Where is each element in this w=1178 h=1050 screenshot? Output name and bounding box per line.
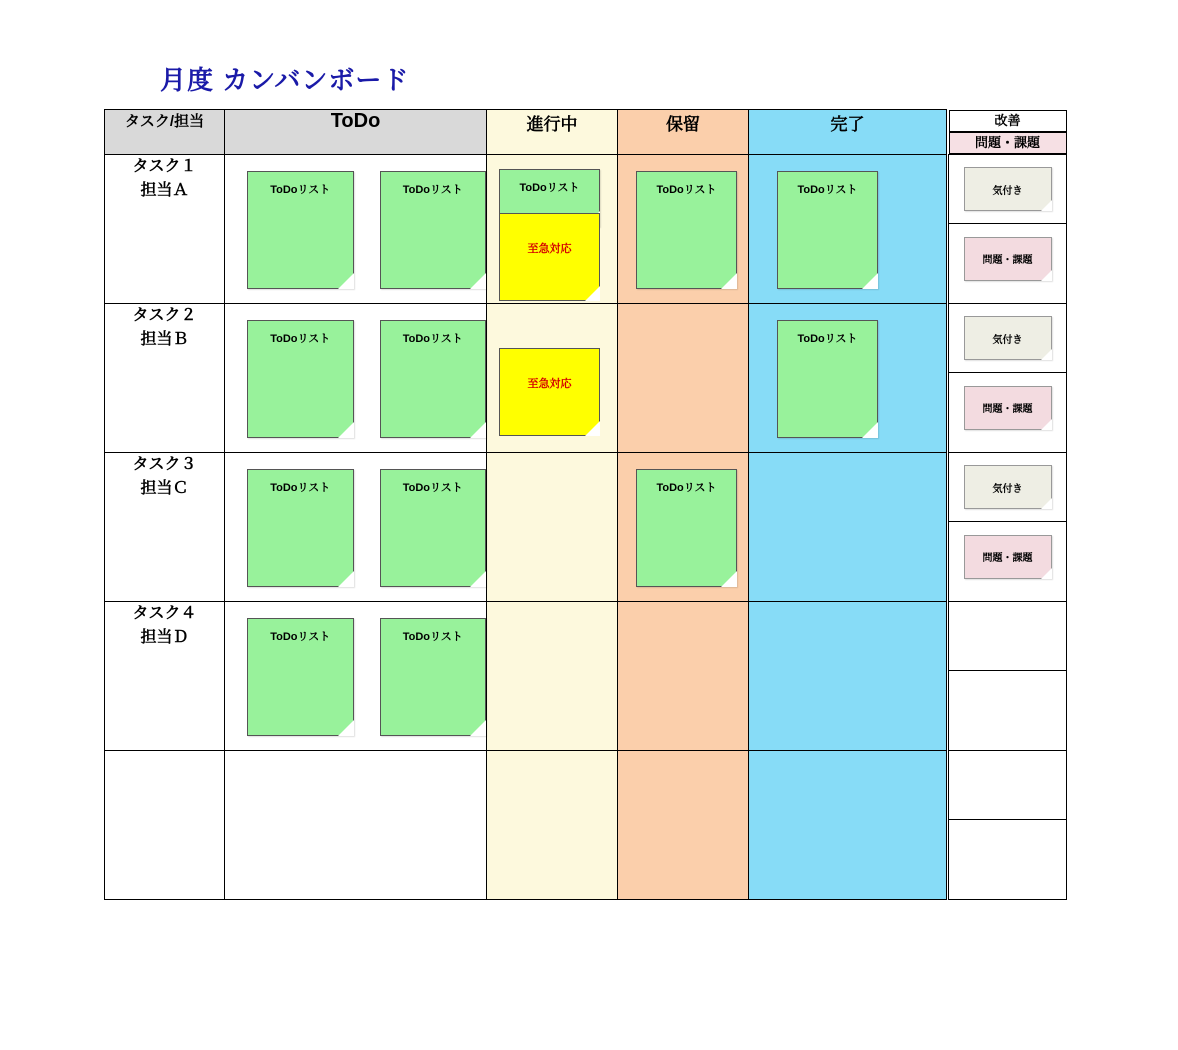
page-title: 月度 カンバンボード (160, 65, 410, 95)
row-label-3 (105, 453, 225, 602)
cell-progress-4[interactable] (487, 602, 618, 751)
sticky-note-todo[interactable]: ToDoリスト (247, 171, 354, 289)
row-label-owner: 担当Ｂ (140, 331, 189, 348)
sticky-note-mondai[interactable]: 問題・課題 (964, 237, 1052, 281)
column-header-todo: ToDo (225, 110, 487, 155)
row-label-task: タスク３ (132, 456, 197, 473)
sticky-note-hold[interactable]: ToDoリスト (636, 171, 737, 289)
sticky-note-done[interactable]: ToDoリスト (777, 320, 878, 438)
table-row (105, 304, 1067, 453)
cell-hold-5[interactable] (618, 751, 749, 900)
table-row (105, 751, 1067, 900)
row-label-task: タスク１ (132, 158, 197, 175)
row-label-owner: 担当Ｃ (140, 480, 189, 497)
sticky-note-todo[interactable]: ToDoリスト (247, 618, 354, 736)
sticky-note-todo[interactable]: ToDoリスト (247, 320, 354, 438)
row-label-owner: 担当Ａ (140, 182, 189, 199)
cell-kaizen-4[interactable] (949, 602, 1067, 751)
kaizen-slot-kizuki[interactable] (949, 304, 1066, 373)
row-label-task: タスク２ (132, 307, 197, 324)
cell-kaizen-5[interactable] (949, 751, 1067, 900)
cell-kaizen-2[interactable] (949, 304, 1067, 453)
kanban-board (104, 60, 1066, 900)
cell-hold-2[interactable] (618, 304, 749, 453)
table-row (105, 453, 1067, 602)
cell-kaizen-3[interactable] (949, 453, 1067, 602)
kaizen-slot-mondai[interactable] (949, 373, 1066, 442)
cell-done-3[interactable] (749, 453, 947, 602)
sticky-note-todo[interactable]: ToDoリスト (247, 469, 354, 587)
sticky-note-mondai[interactable]: 問題・課題 (964, 535, 1052, 579)
column-header-done: 完了 (749, 110, 947, 155)
cell-done-2[interactable] (749, 304, 947, 453)
sticky-note-kizuki[interactable]: 気付き (964, 167, 1052, 211)
cell-done-1[interactable] (749, 155, 947, 304)
cell-hold-4[interactable] (618, 602, 749, 751)
kaizen-slot-empty[interactable] (949, 602, 1066, 671)
cell-todo-1[interactable] (225, 155, 487, 304)
kaizen-slot-empty[interactable] (949, 751, 1066, 820)
sticky-note-done[interactable]: ToDoリスト (777, 171, 878, 289)
sticky-note-urgent[interactable]: 至急対応 (499, 213, 600, 301)
cell-progress-5[interactable] (487, 751, 618, 900)
column-header-progress: 進行中 (487, 110, 618, 155)
sticky-note-kizuki[interactable]: 気付き (964, 465, 1052, 509)
kaizen-slot-kizuki[interactable] (949, 155, 1066, 224)
row-label-owner: 担当Ｄ (140, 629, 189, 646)
cell-progress-1[interactable] (487, 155, 618, 304)
cell-progress-3[interactable] (487, 453, 618, 602)
column-header-kaizen-group (949, 110, 1067, 155)
cell-todo-4[interactable] (225, 602, 487, 751)
row-label-2 (105, 304, 225, 453)
row-label-task: タスク４ (132, 605, 197, 622)
cell-todo-5[interactable] (225, 751, 487, 900)
table-row (105, 155, 1067, 304)
sticky-note-todo[interactable]: ToDoリスト (380, 171, 487, 289)
kaizen-slot-empty[interactable] (949, 820, 1066, 889)
header-row (105, 110, 1067, 155)
cell-kaizen-1[interactable] (949, 155, 1067, 304)
kaizen-slot-kizuki[interactable] (949, 453, 1066, 522)
table-row (105, 602, 1067, 751)
cell-done-5[interactable] (749, 751, 947, 900)
cell-progress-2[interactable] (487, 304, 618, 453)
cell-todo-3[interactable] (225, 453, 487, 602)
kaizen-slot-mondai[interactable] (949, 224, 1066, 293)
column-header-task: タスク/担当 (105, 110, 225, 155)
row-label-5[interactable] (105, 751, 225, 900)
sticky-note-hold[interactable]: ToDoリスト (636, 469, 737, 587)
column-header-hold: 保留 (618, 110, 749, 155)
column-header-kaizen-sub: 問題・課題 (949, 132, 1067, 154)
sticky-note-todo[interactable]: ToDoリスト (380, 469, 487, 587)
sticky-note-mondai[interactable]: 問題・課題 (964, 386, 1052, 430)
kaizen-slot-mondai[interactable] (949, 522, 1066, 591)
cell-todo-2[interactable] (225, 304, 487, 453)
cell-done-4[interactable] (749, 602, 947, 751)
sticky-note-kizuki[interactable]: 気付き (964, 316, 1052, 360)
row-label-4 (105, 602, 225, 751)
cell-hold-1[interactable] (618, 155, 749, 304)
sticky-note-progress[interactable]: ToDoリスト (499, 169, 600, 227)
column-header-kaizen: 改善 (949, 110, 1067, 132)
sticky-note-todo[interactable]: ToDoリスト (380, 320, 487, 438)
kanban-table (104, 109, 1067, 900)
sticky-note-todo[interactable]: ToDoリスト (380, 618, 487, 736)
sticky-note-urgent[interactable]: 至急対応 (499, 348, 600, 436)
row-label-1 (105, 155, 225, 304)
cell-hold-3[interactable] (618, 453, 749, 602)
kaizen-slot-empty[interactable] (949, 671, 1066, 740)
